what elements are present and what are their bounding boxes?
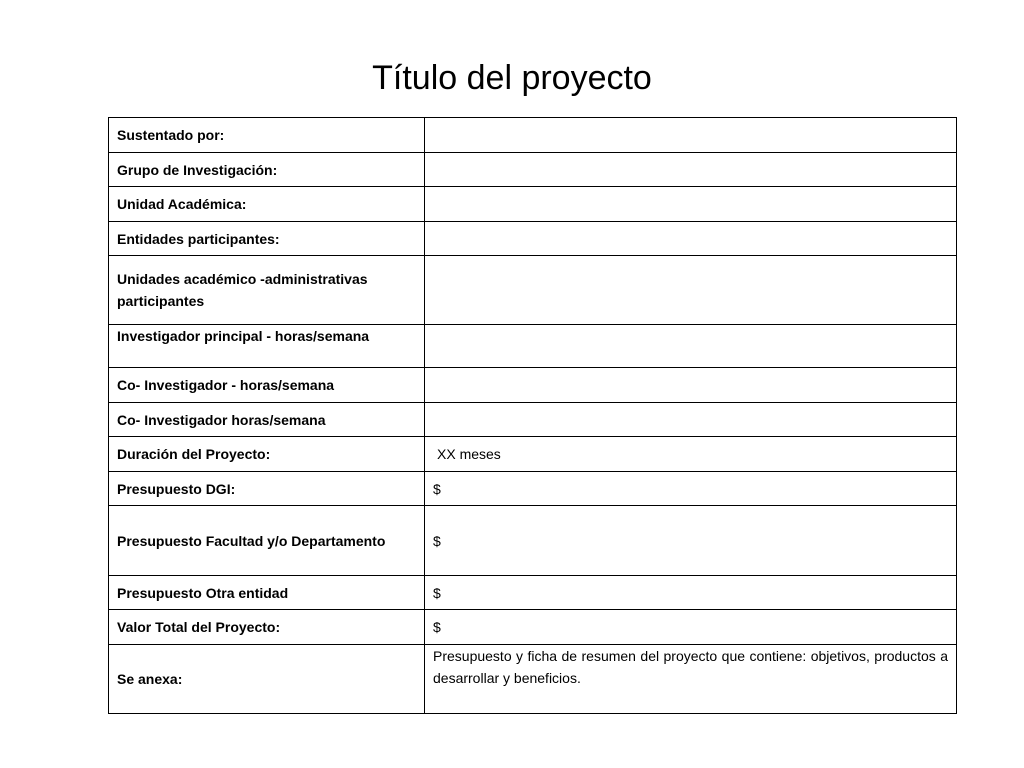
row-label: Valor Total del Proyecto: <box>109 610 425 645</box>
row-label: Duración del Proyecto: <box>109 437 425 472</box>
row-value[interactable] <box>425 153 957 187</box>
row-label: Sustentado por: <box>109 118 425 153</box>
table-row <box>109 506 957 576</box>
row-label: Unidades académico -administrativas participantes <box>109 256 425 325</box>
table-row <box>109 222 957 256</box>
row-value[interactable] <box>425 187 957 222</box>
row-label: Se anexa: <box>109 645 425 714</box>
budget-dgi-value[interactable]: $ <box>425 472 957 506</box>
row-label: Presupuesto Facultad y/o Departamento <box>109 506 425 576</box>
row-value[interactable] <box>425 118 957 153</box>
row-label: Presupuesto Otra entidad <box>109 576 425 610</box>
project-info-table <box>108 117 957 714</box>
row-label: Presupuesto DGI: <box>109 472 425 506</box>
row-label: Grupo de Investigación: <box>109 153 425 187</box>
row-value[interactable] <box>425 256 957 325</box>
budget-other-value[interactable]: $ <box>425 576 957 610</box>
table-row <box>109 153 957 187</box>
annex-value[interactable]: Presupuesto y ficha de resumen del proyecto que contiene: objetivos, productos a desarrollar y beneficios. <box>425 645 957 714</box>
row-label: Investigador principal - horas/semana <box>109 325 425 368</box>
table-row <box>109 256 957 325</box>
table-row <box>109 368 957 403</box>
row-label: Co- Investigador - horas/semana <box>109 368 425 403</box>
row-value[interactable] <box>425 222 957 256</box>
table-row <box>109 118 957 153</box>
table-row <box>109 610 957 645</box>
row-value[interactable] <box>425 368 957 403</box>
budget-faculty-value[interactable]: $ <box>425 506 957 576</box>
table-row <box>109 325 957 368</box>
table-row <box>109 645 957 714</box>
row-label: Co- Investigador horas/semana <box>109 403 425 437</box>
row-label: Entidades participantes: <box>109 222 425 256</box>
row-label: Unidad Académica: <box>109 187 425 222</box>
duration-value[interactable]: XX meses <box>425 437 957 472</box>
table-row <box>109 403 957 437</box>
row-value[interactable] <box>425 325 957 368</box>
table-row <box>109 472 957 506</box>
table-row <box>109 437 957 472</box>
table-row <box>109 187 957 222</box>
page-title: Título del proyecto <box>372 59 652 97</box>
row-value[interactable] <box>425 403 957 437</box>
table-row <box>109 576 957 610</box>
total-value[interactable]: $ <box>425 610 957 645</box>
